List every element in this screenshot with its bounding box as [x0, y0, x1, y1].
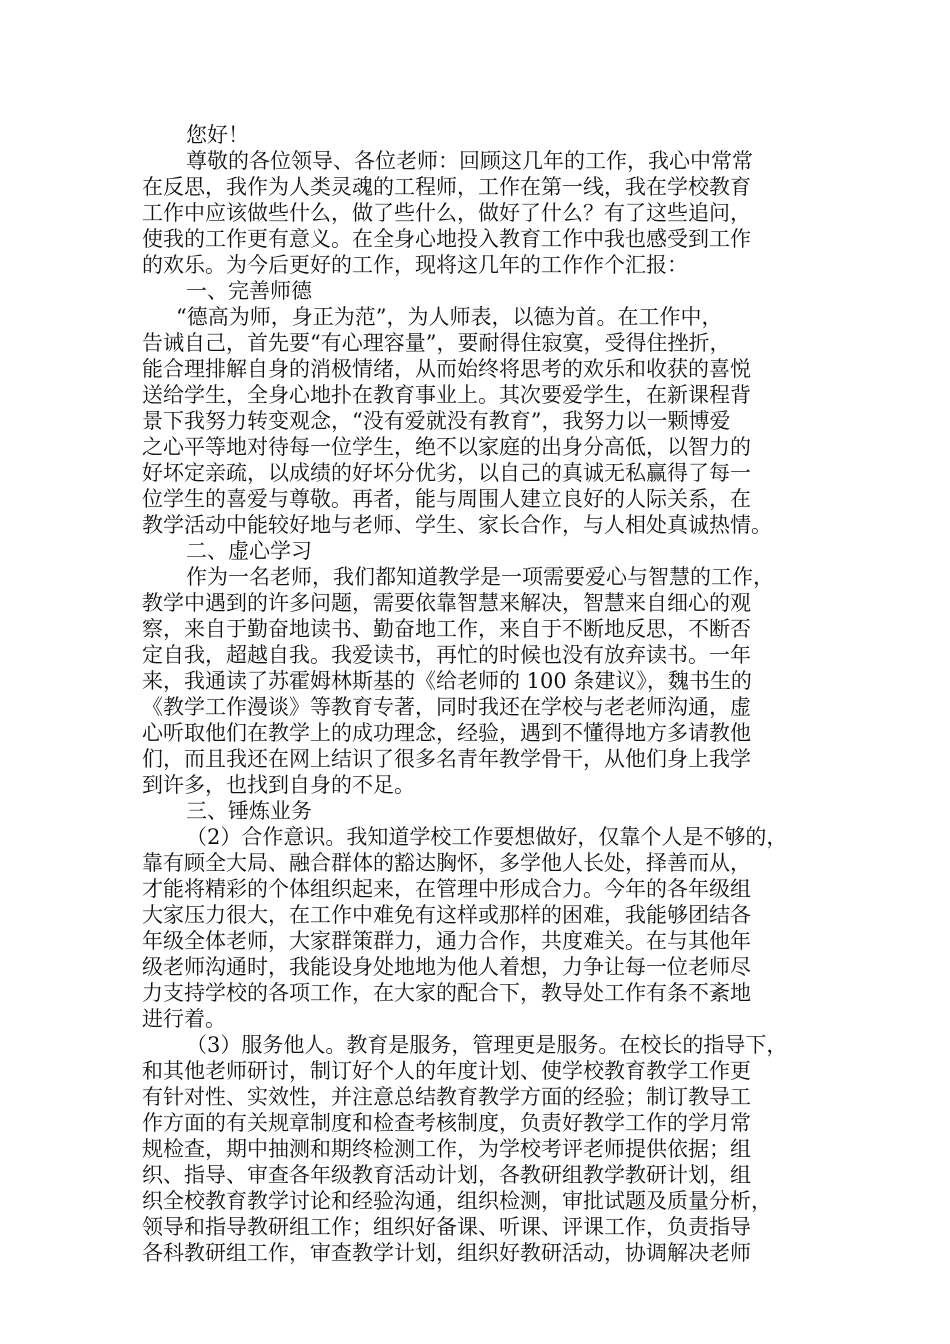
paragraph-line: 规检查，期中抽测和期终检测工作，为学校考评老师提供依据；组: [142, 1137, 751, 1161]
paragraph-line: 织、指导、审查各年级教育活动计划，各教研组教学教研计划，组: [142, 1163, 751, 1187]
paragraph-line: 《教学工作漫谈》等教育专著，同时我还在学校与老老师沟通，虚: [142, 695, 751, 719]
paragraph-line: 靠有顾全大局、融合群体的豁达胸怀，多学他人长处，择善而从，: [142, 851, 751, 875]
paragraph-line: 之心平等地对待每一位学生，绝不以家庭的出身分高低，以智力的: [142, 435, 751, 459]
paragraph-line: 来，我通读了苏霍姆林斯基的《给老师的 100 条建议》，魏书生的: [142, 669, 752, 693]
paragraph-line: 才能将精彩的个体组织起来，在管理中形成合力。今年的各年级组: [142, 877, 751, 901]
paragraph-line: （2）合作意识。我知道学校工作要想做好，仅靠个人是不够的，: [186, 825, 788, 849]
paragraph-line: 力支持学校的各项工作，在大家的配合下，教导处工作有条不紊地: [142, 981, 751, 1005]
paragraph-line: 作为一名老师，我们都知道教学是一项需要爱心与智慧的工作，: [186, 565, 774, 589]
paragraph-line: 到许多，也找到自身的不足。: [142, 773, 415, 797]
paragraph-line: 告诫自己，首先要“有心理容量”，要耐得住寂寞，受得住挫折，: [142, 331, 731, 355]
section-heading: 三、锤炼业务: [186, 799, 312, 823]
paragraph-line: 领导和指导教研组工作；组织好备课、听课、评课工作，负责指导: [142, 1215, 751, 1239]
paragraph-line: 景下我努力转变观念，“没有爱就没有教育”，我努力以一颗博爱: [142, 409, 731, 433]
paragraph-line: 年级全体老师，大家群策群力，通力合作，共度难关。在与其他年: [142, 929, 751, 953]
paragraph-line: 教学中遇到的许多问题，需要依靠智慧来解决，智慧来自细心的观: [142, 591, 751, 615]
paragraph-line: 进行着。: [142, 1007, 226, 1031]
paragraph-line: 送给学生，全身心地扑在教育事业上。其次要爱学生，在新课程背: [142, 383, 751, 407]
paragraph-line: 有针对性、实效性，并注意总结教育教学方面的经验；制订教导工: [142, 1085, 751, 1109]
paragraph-line: 使我的工作更有意义。在全身心地投入教育工作中我也感受到工作: [142, 227, 751, 251]
paragraph-line: 位学生的喜爱与尊敬。再者，能与周围人建立良好的人际关系，在: [142, 487, 751, 511]
paragraph-line: 心听取他们在教学上的成功理念，经验，遇到不懂得地方多请教他: [142, 721, 751, 745]
paragraph-line: 各科教研组工作，审查教学计划，组织好教研活动，协调解决老师: [142, 1241, 751, 1265]
paragraph-line: 们，而且我还在网上结识了很多名青年教学骨干，从他们身上我学: [142, 747, 751, 771]
paragraph-line: “德高为师，身正为范”，为人师表，以德为首。在工作中，: [176, 305, 723, 329]
section-heading: 一、完善师德: [186, 279, 312, 303]
paragraph-line: 织全校教育教学讨论和经验沟通，组织检测，审批试题及质量分析，: [142, 1189, 772, 1213]
paragraph-line: 作方面的有关规章制度和检查考核制度，负责好教学工作的学月常: [142, 1111, 751, 1135]
paragraph-line: 级老师沟通时，我能设身处地地为他人着想，力争让每一位老师尽: [142, 955, 751, 979]
paragraph-line: 和其他老师研讨，制订好个人的年度计划、使学校教育教学工作更: [142, 1059, 751, 1083]
paragraph-line: 的欢乐。为今后更好的工作，现将这几年的工作作个汇报：: [142, 253, 688, 277]
paragraph-line: 大家压力很大，在工作中难免有这样或那样的困难，我能够团结各: [142, 903, 751, 927]
greeting-line: 您好！: [186, 123, 249, 147]
paragraph-line: 在反思，我作为人类灵魂的工程师，工作在第一线，我在学校教育: [142, 175, 751, 199]
paragraph-line: [142, 1266, 822, 1292]
paragraph-line: 好坏定亲疏，以成绩的好坏分优劣，以自己的真诚无私赢得了每一: [142, 461, 751, 485]
paragraph-line: 察，来自于勤奋地读书、勤奋地工作，来自于不断地反思，不断否: [142, 617, 751, 641]
paragraph-line: 工作中应该做些什么，做了些什么，做好了什么？有了这些追问，: [142, 201, 751, 225]
document-body: [142, 122, 822, 1292]
paragraph-line: 尊敬的各位领导、各位老师：回顾这几年的工作，我心中常常: [186, 149, 753, 173]
paragraph-line: （3）服务他人。教育是服务，管理更是服务。在校长的指导下，: [186, 1033, 788, 1057]
paragraph-line: 定自我，超越自我。我爱读书，再忙的时候也没有放弃读书。一年: [142, 643, 751, 667]
paragraph-line: 能合理排解自身的消极情绪，从而始终将思考的欢乐和收获的喜悦: [142, 357, 751, 381]
paragraph-line: 教学活动中能较好地与老师、学生、家长合作，与人相处真诚热情。: [142, 513, 772, 537]
section-heading: 二、虚心学习: [186, 539, 312, 563]
